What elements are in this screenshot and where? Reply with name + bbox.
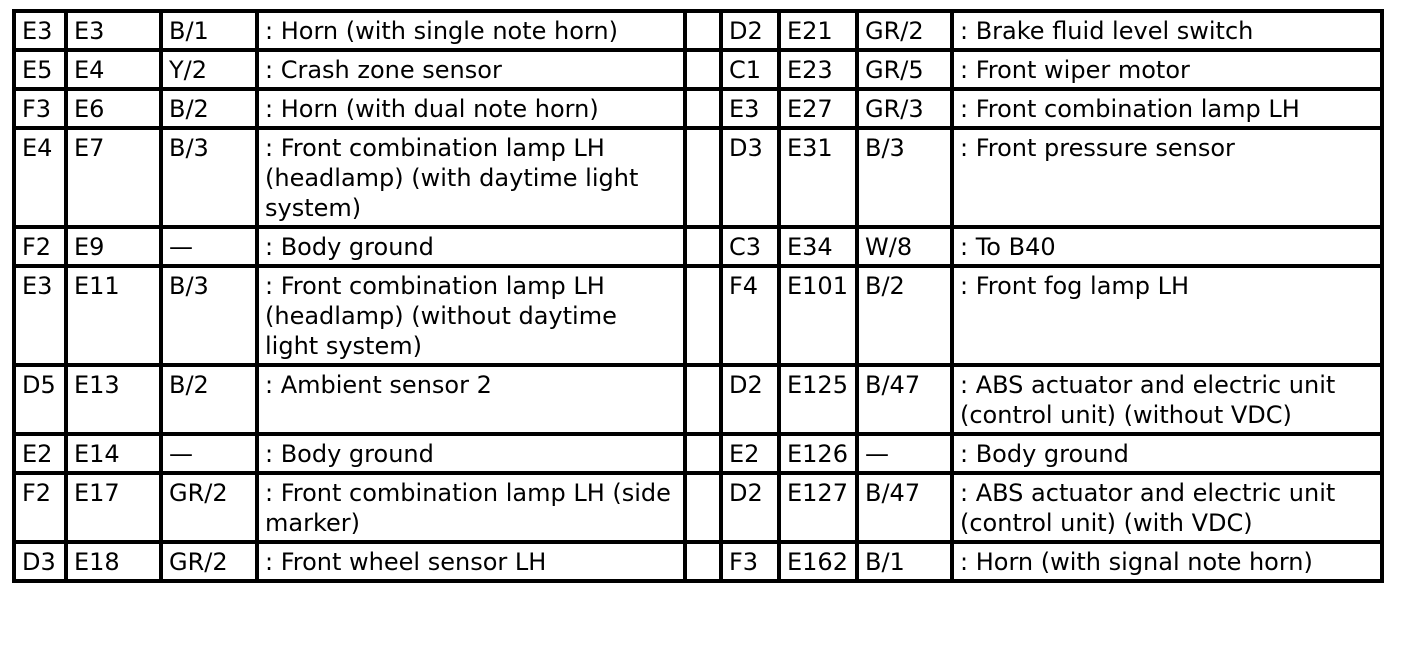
column-gap <box>685 227 721 266</box>
right-description: : Brake fluid level switch <box>952 11 1382 50</box>
left-grid-ref: E2 <box>14 434 66 473</box>
right-description: : ABS actuator and electric unit (control unit) (with VDC) <box>952 473 1382 542</box>
right-terminal: B/47 <box>857 473 952 542</box>
left-connector-id: E17 <box>66 473 161 542</box>
left-terminal: B/2 <box>161 365 257 434</box>
left-grid-ref: F2 <box>14 473 66 542</box>
left-connector-id: E7 <box>66 128 161 227</box>
left-connector-id: E13 <box>66 365 161 434</box>
left-description: : Front combination lamp LH (side marker) <box>257 473 685 542</box>
left-description: : Body ground <box>257 434 685 473</box>
right-terminal: — <box>857 434 952 473</box>
right-terminal: GR/3 <box>857 89 952 128</box>
left-grid-ref: E4 <box>14 128 66 227</box>
column-gap <box>685 473 721 542</box>
right-connector-id: E34 <box>779 227 857 266</box>
left-terminal: B/2 <box>161 89 257 128</box>
left-connector-id: E4 <box>66 50 161 89</box>
left-description: : Crash zone sensor <box>257 50 685 89</box>
left-grid-ref: E3 <box>14 266 66 365</box>
column-gap <box>685 434 721 473</box>
right-description: : ABS actuator and electric unit (control unit) (without VDC) <box>952 365 1382 434</box>
left-terminal: GR/2 <box>161 473 257 542</box>
left-description: : Front combination lamp LH (headlamp) (with daytime light system) <box>257 128 685 227</box>
right-grid-ref: D2 <box>721 11 779 50</box>
right-connector-id: E101 <box>779 266 857 365</box>
left-terminal: B/1 <box>161 11 257 50</box>
right-connector-id: E126 <box>779 434 857 473</box>
column-gap <box>685 365 721 434</box>
right-grid-ref: D2 <box>721 473 779 542</box>
left-terminal: B/3 <box>161 266 257 365</box>
table-row <box>14 11 1382 50</box>
right-terminal: B/1 <box>857 542 952 581</box>
column-gap <box>685 266 721 365</box>
left-connector-id: E9 <box>66 227 161 266</box>
table-row <box>14 365 1382 434</box>
table-row <box>14 473 1382 542</box>
table-row <box>14 89 1382 128</box>
right-connector-id: E23 <box>779 50 857 89</box>
table-row <box>14 434 1382 473</box>
left-connector-id: E18 <box>66 542 161 581</box>
left-description: : Front wheel sensor LH <box>257 542 685 581</box>
column-gap <box>685 128 721 227</box>
right-grid-ref: D2 <box>721 365 779 434</box>
right-connector-id: E21 <box>779 11 857 50</box>
connector-table-body <box>14 11 1382 581</box>
left-connector-id: E6 <box>66 89 161 128</box>
table-row <box>14 227 1382 266</box>
right-connector-id: E127 <box>779 473 857 542</box>
right-description: : Front combination lamp LH <box>952 89 1382 128</box>
left-grid-ref: E3 <box>14 11 66 50</box>
right-terminal: GR/2 <box>857 11 952 50</box>
right-connector-id: E31 <box>779 128 857 227</box>
table-row <box>14 50 1382 89</box>
left-description: : Horn (with dual note horn) <box>257 89 685 128</box>
connector-table <box>12 9 1384 583</box>
right-grid-ref: D3 <box>721 128 779 227</box>
left-grid-ref: D3 <box>14 542 66 581</box>
left-grid-ref: E5 <box>14 50 66 89</box>
right-grid-ref: F3 <box>721 542 779 581</box>
column-gap <box>685 50 721 89</box>
right-terminal: B/47 <box>857 365 952 434</box>
left-grid-ref: D5 <box>14 365 66 434</box>
left-terminal: — <box>161 434 257 473</box>
left-description: : Front combination lamp LH (headlamp) (without daytime light system) <box>257 266 685 365</box>
left-grid-ref: F3 <box>14 89 66 128</box>
right-grid-ref: C1 <box>721 50 779 89</box>
right-grid-ref: C3 <box>721 227 779 266</box>
right-grid-ref: E3 <box>721 89 779 128</box>
table-row <box>14 128 1382 227</box>
right-description: : To B40 <box>952 227 1382 266</box>
right-description: : Front wiper motor <box>952 50 1382 89</box>
right-description: : Front pressure sensor <box>952 128 1382 227</box>
column-gap <box>685 89 721 128</box>
left-terminal: B/3 <box>161 128 257 227</box>
column-gap <box>685 11 721 50</box>
right-description: : Body ground <box>952 434 1382 473</box>
table-row <box>14 266 1382 365</box>
left-terminal: — <box>161 227 257 266</box>
right-terminal: B/2 <box>857 266 952 365</box>
left-connector-id: E11 <box>66 266 161 365</box>
right-terminal: W/8 <box>857 227 952 266</box>
left-connector-id: E3 <box>66 11 161 50</box>
column-gap <box>685 542 721 581</box>
right-connector-id: E27 <box>779 89 857 128</box>
right-connector-id: E125 <box>779 365 857 434</box>
left-grid-ref: F2 <box>14 227 66 266</box>
right-grid-ref: F4 <box>721 266 779 365</box>
table-row <box>14 542 1382 581</box>
right-grid-ref: E2 <box>721 434 779 473</box>
left-description: : Body ground <box>257 227 685 266</box>
connector-index-document <box>12 9 1384 583</box>
right-terminal: GR/5 <box>857 50 952 89</box>
right-terminal: B/3 <box>857 128 952 227</box>
left-description: : Ambient sensor 2 <box>257 365 685 434</box>
right-description: : Front fog lamp LH <box>952 266 1382 365</box>
right-description: : Horn (with signal note horn) <box>952 542 1382 581</box>
left-terminal: Y/2 <box>161 50 257 89</box>
left-terminal: GR/2 <box>161 542 257 581</box>
right-connector-id: E162 <box>779 542 857 581</box>
left-connector-id: E14 <box>66 434 161 473</box>
left-description: : Horn (with single note horn) <box>257 11 685 50</box>
